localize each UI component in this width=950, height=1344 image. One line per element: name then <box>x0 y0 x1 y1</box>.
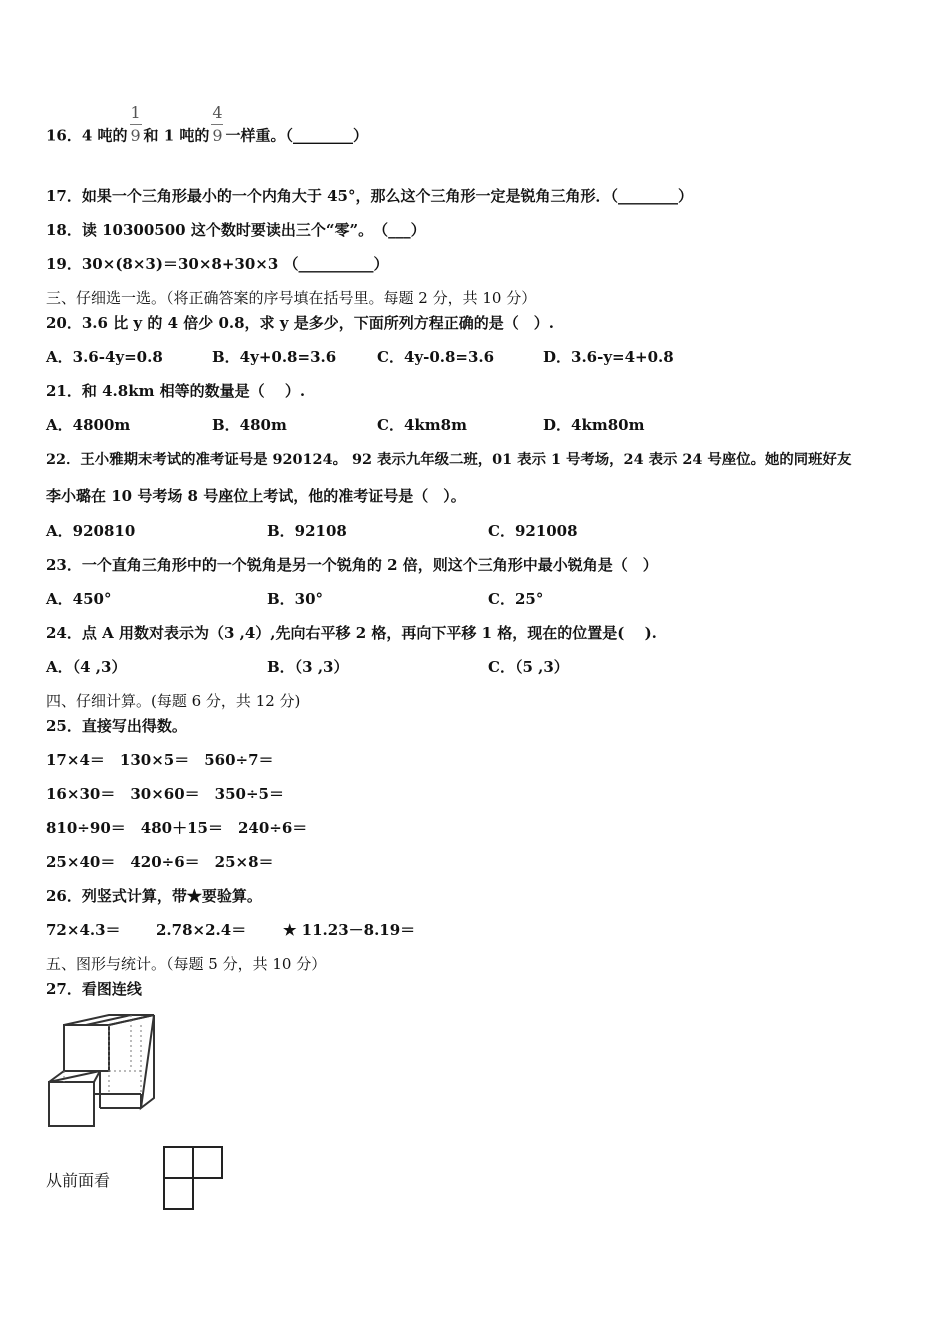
q20-option-b[interactable]: B．4y+0.8=3.6 <box>212 348 337 366</box>
q25-row-4: 25×40＝ 420÷6＝ 25×8＝ <box>46 853 274 871</box>
question-22-line-2: 李小璐在 10 号考场 8 号座位上考试，他的准考证号是（ ）。 <box>46 487 466 505</box>
q22-option-a[interactable]: A．920810 <box>46 522 136 540</box>
q21-option-b[interactable]: B．480m <box>212 416 287 434</box>
q21-option-a[interactable]: A．4800m <box>46 416 131 434</box>
section-4-heading: 四、仔细计算。(每题 6 分，共 12 分) <box>46 692 301 710</box>
question-20: 20．3.6 比 y 的 4 倍少 0.8，求 y 是多少，下面所列方程正确的是（ ）. <box>46 314 554 332</box>
question-16 <box>46 103 368 157</box>
q21-option-d[interactable]: D．4km80m <box>543 416 645 434</box>
q20-option-a[interactable]: A．3.6-4y=0.8 <box>46 348 163 366</box>
q23-option-c[interactable]: C．25° <box>488 590 544 608</box>
q20-option-d[interactable]: D．3.6-y=4+0.8 <box>543 348 674 366</box>
q26-item-1: 72×4.3＝ <box>46 921 121 939</box>
q16-middle: 和 1 吨的 <box>143 126 210 145</box>
q24-option-c[interactable]: C．（5 ,3） <box>488 658 569 676</box>
q25-row-2: 16×30＝ 30×60＝ 350÷5＝ <box>46 785 284 803</box>
q21-option-c[interactable]: C．4km8m <box>377 416 467 434</box>
section-5-heading: 五、图形与统计。（每题 5 分，共 10 分） <box>46 955 327 973</box>
cube-stack-figure <box>44 1010 164 1130</box>
question-18: 18．读 10300500 这个数时要读出三个“零”。 （___） <box>46 221 426 239</box>
q23-option-b[interactable]: B．30° <box>267 590 324 608</box>
q25-row-3: 810÷90＝ 480＋15＝ 240÷6＝ <box>46 819 308 837</box>
question-19: 19．30×(8×3)＝30×8+30×3 （__________） <box>46 255 389 273</box>
q24-option-b[interactable]: B．（3 ,3） <box>267 658 349 676</box>
question-27: 27．看图连线 <box>46 980 142 998</box>
question-25: 25．直接写出得数。 <box>46 717 187 735</box>
q26-item-3: ★ 11.23－8.19＝ <box>283 921 416 939</box>
question-26: 26．列竖式计算，带★要验算。 <box>46 887 262 905</box>
question-21: 21．和 4.8km 相等的数量是（ ）. <box>46 382 306 400</box>
q25-row-1: 17×4＝ 130×5＝ 560÷7＝ <box>46 751 274 769</box>
question-23: 23．一个直角三角形中的一个锐角是另一个锐角的 2 倍，则这个三角形中最小锐角是（ ） <box>46 556 658 574</box>
section-3-heading: 三、仔细选一选。（将正确答案的序号填在括号里。每题 2 分，共 10 分） <box>46 289 537 307</box>
q16-fraction-1: $\frac{1}{9}$ <box>130 103 141 145</box>
q16-prefix: 16．4 吨的 <box>46 126 128 145</box>
q22-option-b[interactable]: B．92108 <box>267 522 347 540</box>
q20-option-c[interactable]: C．4y-0.8=3.6 <box>377 348 495 366</box>
q24-option-a[interactable]: A．（4 ,3） <box>46 658 127 676</box>
q23-option-a[interactable]: A．450° <box>46 590 112 608</box>
question-24: 24．点 A 用数对表示为（3 ,4）,先向右平移 2 格，再向下平移 1 格，现在的位置是( ). <box>46 624 657 642</box>
q22-option-c[interactable]: C．921008 <box>488 522 578 540</box>
front-view-figure <box>162 1144 226 1212</box>
q27-view-label: 从前面看 <box>46 1171 111 1190</box>
q16-suffix: 一样重。（________） <box>225 126 368 145</box>
question-22-line-1: 22．王小雅期末考试的准考证号是 920124。 92 表示九年级二班，01 表示 1 号考场，24 表示 24 号座位。她的同班好友 <box>46 451 852 468</box>
question-17: 17．如果一个三角形最小的一个内角大于 45°，那么这个三角形一定是锐角三角形．（________） <box>46 187 693 205</box>
q26-item-2: 2.78×2.4＝ <box>156 921 247 939</box>
q16-fraction-2: $\frac{4}{9}$ <box>212 103 223 145</box>
